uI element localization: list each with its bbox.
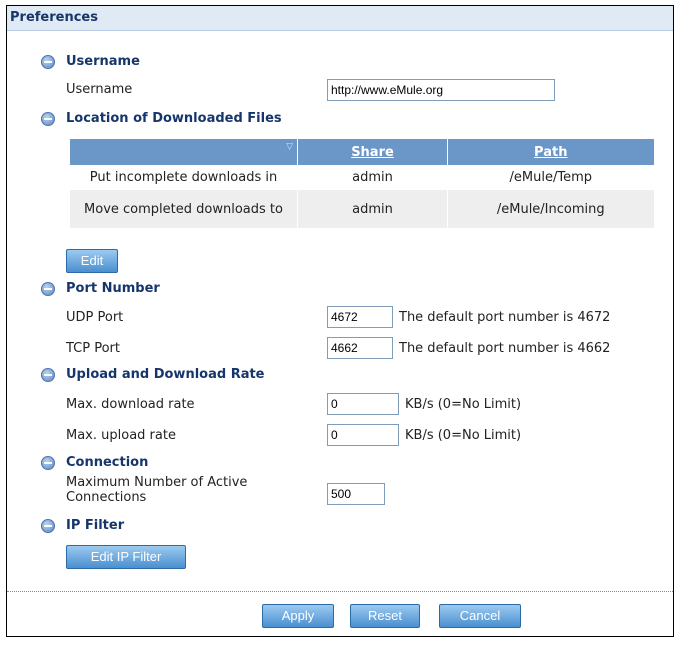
section-title-ipfilter: IP Filter <box>66 518 125 533</box>
upload-rate-input[interactable]: 0 <box>327 424 399 446</box>
apply-button[interactable]: Apply <box>262 604 334 628</box>
table-row <box>70 165 654 190</box>
row-label: Put incomplete downloads in <box>70 165 298 190</box>
reset-button[interactable]: Reset <box>350 604 420 628</box>
section-title-rate: Upload and Download Rate <box>66 367 265 382</box>
max-connections-label: Maximum Number of Active Connections <box>66 475 248 505</box>
collapse-section-icon[interactable] <box>41 368 55 382</box>
download-rate-input[interactable]: 0 <box>327 393 399 415</box>
preferences-panel <box>6 5 674 637</box>
collapse-section-icon[interactable] <box>41 55 55 69</box>
upload-rate-label: Max. upload rate <box>66 428 176 443</box>
udp-port-note: The default port number is 4672 <box>399 310 611 325</box>
sort-arrow-icon[interactable]: ▽ <box>286 142 293 152</box>
collapse-section-icon[interactable] <box>41 112 55 126</box>
upload-rate-note: KB/s (0=No Limit) <box>405 428 522 443</box>
table-row <box>70 190 654 228</box>
footer-divider <box>7 591 673 592</box>
cancel-button[interactable]: Cancel <box>439 604 521 628</box>
username-label: Username <box>66 82 133 97</box>
table-header-share[interactable]: Share <box>298 139 448 165</box>
row-share: admin <box>298 165 448 190</box>
tcp-port-label: TCP Port <box>66 341 120 356</box>
row-path: /eMule/Temp <box>448 165 654 190</box>
udp-port-input[interactable]: 4672 <box>327 306 393 328</box>
row-path: /eMule/Incoming <box>448 190 654 228</box>
table-header-label[interactable] <box>70 139 298 165</box>
udp-port-label: UDP Port <box>66 310 124 325</box>
collapse-section-icon[interactable] <box>41 519 55 533</box>
panel-title: Preferences <box>10 10 98 25</box>
row-label: Move completed downloads to <box>70 190 298 228</box>
downloaded-files-table <box>69 139 654 228</box>
row-share: admin <box>298 190 448 228</box>
section-title-username: Username <box>66 54 140 69</box>
section-title-location: Location of Downloaded Files <box>66 111 282 126</box>
section-title-port: Port Number <box>66 281 160 296</box>
collapse-section-icon[interactable] <box>41 282 55 296</box>
download-rate-label: Max. download rate <box>66 397 195 412</box>
download-rate-note: KB/s (0=No Limit) <box>405 397 522 412</box>
max-connections-input[interactable]: 500 <box>327 483 385 505</box>
edit-ip-filter-button[interactable]: Edit IP Filter <box>66 545 186 569</box>
section-title-connection: Connection <box>66 455 149 470</box>
tcp-port-note: The default port number is 4662 <box>399 341 611 356</box>
panel-titlebar <box>7 6 673 31</box>
table-header-path[interactable]: Path <box>448 139 654 165</box>
username-input[interactable]: http://www.eMule.org <box>327 79 555 101</box>
edit-location-button[interactable]: Edit <box>66 249 118 273</box>
collapse-section-icon[interactable] <box>41 456 55 470</box>
tcp-port-input[interactable]: 4662 <box>327 337 393 359</box>
